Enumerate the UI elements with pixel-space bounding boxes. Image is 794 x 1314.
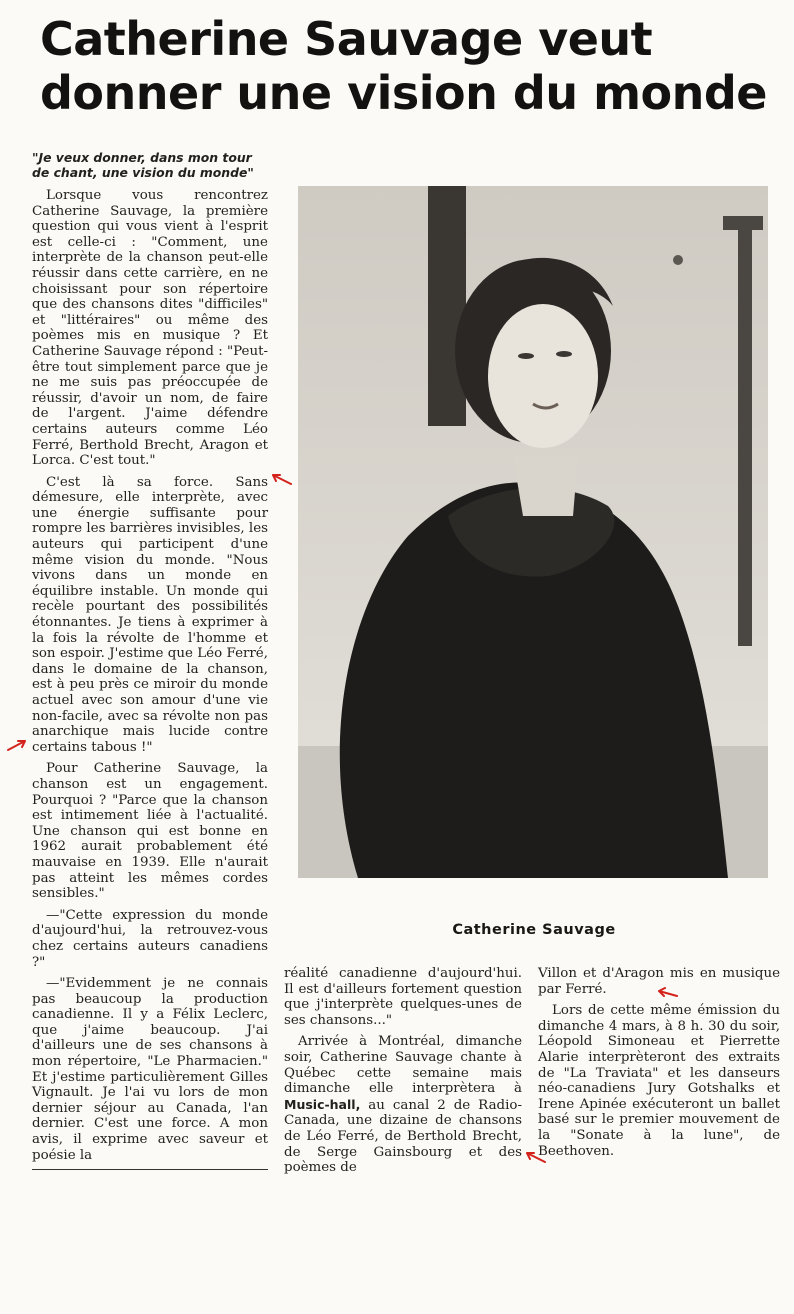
photo-caption: Catherine Sauvage	[452, 922, 616, 938]
arrow-annotation-icon	[656, 986, 678, 1000]
column-2	[284, 966, 522, 1182]
paragraph-text: Arrivée à Montréal, dimanche soir, Catherine Sauvage chante à Québec cette semaine mais dimanche elle interprètera à	[284, 1034, 522, 1097]
paragraph-text: au canal 2 de Radio-Canada, une dizaine de chansons de Léo Ferré, de Berthold Brecht, de Serge Gainsbourg et des poèmes de	[284, 1097, 522, 1176]
headline	[40, 12, 780, 120]
subheadline: "Je veux donner, dans mon tour de chant, une vision du monde"	[32, 150, 254, 180]
arrow-annotation-icon	[6, 738, 28, 752]
paragraph: Villon et d'Aragon mis en musique par Ferré.	[538, 966, 780, 997]
paragraph: —"Evidemment je ne connais pas beaucoup la production canadienne. Il y a Félix Leclerc, que j'aime beaucoup. J'ai d'ailleurs une de ses chansons à mon répertoire, "Le Pharmacien." Et j'estime particulièrement Gilles Vignault. Je l'ai vu lors de mon dernier séjour au Canada, l'an dernier. C'est une force. A mon avis, il exprime avec saveur et poésie la	[32, 976, 268, 1163]
paragraph: C'est là sa force. Sans démesure, elle interprète, avec une énergie suffisante pour rompre les barrières invisibles, les auteurs qui participent d'une même vision du monde. "Nous vivons dans un monde en équilibre instable. Un monde qui recèle pourtant des possibilités étonnantes. Je tiens à exprimer à la fois la révolte de l'homme et son espoir. J'estime que Léo Ferré, dans le domaine de la chanson, est à peu près ce miroir du monde actuel avec son amour d'une vie non-facile, avec sa révolte non pas anarchique mais lucide contre certains tabous !"	[32, 474, 268, 755]
portrait-illustration	[298, 186, 768, 878]
arrow-annotation-icon	[524, 1150, 546, 1164]
headline-line-1: Catherine Sauvage veut	[40, 12, 653, 66]
paragraph: Pour Catherine Sauvage, la chanson est un engagement. Pourquoi ? "Parce que la chanson est intimement liée à l'actualité. Une chanson qui est bonne en 1962 aurait probablement été mauvaise en 1939. Elle n'aurait pas atteint les mêmes cordes sensibles."	[32, 761, 268, 902]
paragraph: Lors de cette même émission du dimanche 4 mars, à 8 h. 30 du soir, Léopold Simoneau et Pierrette Alarie interprèteront des extraits de "La Traviata" et les danseurs néo-canadiens Jury Gotshalks et Irene Apinée exécuteront un ballet basé sur le premier mouvement de la "Sonate à la lune", de Beethoven.	[538, 1003, 780, 1159]
paragraph: Lorsque vous rencontrez Catherine Sauvage, la première question qui vous vient à l'esprit est celle-ci : "Comment, une interprète de la chanson peut-elle réussir dans cette carrière, en ne choisissant pour son répertoire que des chansons dites "difficiles" et "littéraires" ou même des poèmes mis en musique ? Et Catherine Sauvage répond : "Peut-être tout simplement parce que je ne me suis pas préoccupée de réussir, d'avoir un nom, de faire de l'argent. J'aime défendre certains auteurs comme Léo Ferré, Berthold Brecht, Aragon et Lorca. C'est tout."	[32, 188, 268, 469]
column-rule	[32, 1169, 268, 1170]
program-name: Music-hall,	[284, 1096, 361, 1112]
portrait-photo	[298, 186, 768, 878]
paragraph	[284, 1034, 522, 1175]
column-1	[32, 150, 268, 1170]
paragraph: réalité canadienne d'aujourd'hui. Il est d'ailleurs fortement question que j'interprète quelques-unes de ses chansons..."	[284, 966, 522, 1028]
arrow-annotation-icon	[270, 472, 292, 486]
paragraph: —"Cette expression du monde d'aujourd'hui, la retrouvez-vous chez certains auteurs canadiens ?"	[32, 907, 268, 970]
headline-line-2: donner une vision du monde	[40, 66, 767, 120]
